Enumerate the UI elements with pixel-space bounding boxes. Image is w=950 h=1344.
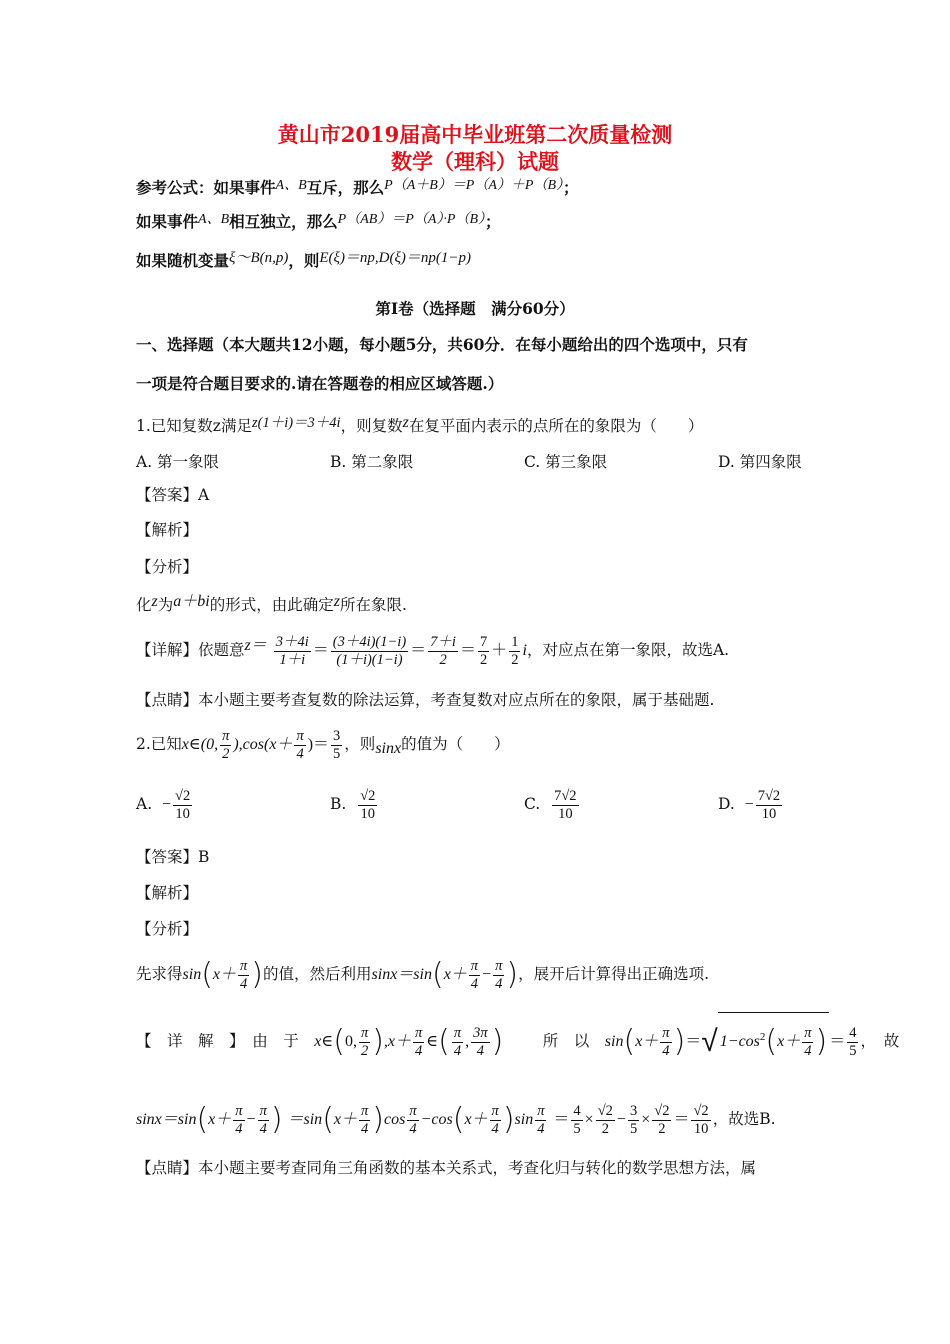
- q1-option-d: D. 第四象限: [718, 453, 802, 471]
- q2-detail-line1: 【 详 解 】 由 于 x∈(0, $\frac{\pi}{2}$ ),x＋ $\frac{\pi}{4}$ ∈( $\frac{\pi}{4}$ , $\frac{3\pi}{4}$ ) 所 以 sin(x＋ $\frac{\pi}{4}$ )＝√ $1-\cos^2(x+$ $\frac{\pi}{4}$ ) ＝ $\frac{4}{5}$ ， 故: [136, 1012, 899, 1066]
- q1-option-c: C. 第三象限: [524, 453, 608, 471]
- q1-answer: 【答案】A: [136, 486, 210, 504]
- q2-option-d: D. − $\frac{7√2}{10}$: [718, 787, 781, 822]
- q1-stem: 1.已知复数z满足z(1＋i)＝3＋4i，则复数z在复平面内表示的点所在的象限为（ ）: [136, 414, 704, 435]
- document-title: 黄山市2019届高中毕业班第二次质量检测: [277, 122, 673, 147]
- section-intro-line2: 一项是符合题目要求的.请在答题卷的相应区域答题.）: [136, 374, 504, 393]
- q1-fenxi: 【分析】: [136, 558, 199, 576]
- q1-frac-3: $\frac{7+i}{2}$: [430, 633, 456, 668]
- q1-comment: 【点睛】本小题主要考查复数的除法运算，考查复数对应点所在的象限，属于基础题.: [136, 691, 715, 709]
- q2-option-c: C. $\frac{7√2}{10}$: [524, 787, 577, 822]
- formula-line-exclusive: 参考公式：如果事件A、B互斥，那么P（A＋B）＝P（A）＋P（B）；: [136, 178, 579, 197]
- q1-analysis: 化z为a＋bi的形式，由此确定z所在象限.: [136, 593, 407, 614]
- q1-frac-5: $\frac{1}{2}$: [511, 633, 519, 668]
- q2-option-a: A. − $\frac{√2}{10}$: [136, 787, 191, 822]
- q1-jiexi: 【解析】: [136, 521, 199, 539]
- q2-detail-line2: sinx＝sin(x＋ $\frac{\pi}{4}$ − $\frac{\pi}{4}$ ) ＝sin(x＋ $\frac{\pi}{4}$ )cos $\frac{\pi}{4}$ −cos(x＋ $\frac{\pi}{4}$ )sin $\frac{\pi}{4}$ ＝ $\frac{4}{5}$ × $\frac{√2}{2}$ − $\frac{3}{5}$ × $\frac{√2}{2}$ ＝ $\frac{√2}{10}$ ，故选B.: [136, 1102, 776, 1137]
- q2-fenxi: 【分析】: [136, 920, 199, 938]
- formula-line-binomial: 如果随机变量ξ～B(n,p)，则E(ξ)＝np,D(ξ)＝np(1−p): [136, 250, 472, 270]
- q2-jiexi: 【解析】: [136, 884, 199, 902]
- q1-option-b: B. 第二象限: [330, 453, 414, 471]
- q2-stem: 2.已知x∈(0, $\frac{\pi}{2}$ ),cos(x＋ $\frac{\pi}{4}$ )＝ $\frac{3}{5}$ ，则sinx的值为（ ）: [136, 727, 510, 762]
- formula-line-independent: 如果事件A、B相互独立，那么P（AB）＝P（A）·P（B）；: [136, 212, 501, 231]
- q1-frac-2: $\frac{(3+4i)(1-i)}{(1+i)(1-i)}$: [332, 633, 407, 668]
- q2-comment: 【点睛】本小题主要考查同角三角函数的基本关系式，考查化归与转化的数学思想方法，属: [136, 1159, 757, 1177]
- q1-frac-4: $\frac{7}{2}$: [479, 633, 488, 668]
- q2-analysis: 先求得sin(x＋ $\frac{\pi}{4}$ )的值，然后利用sinx＝sin(x＋ $\frac{\pi}{4}$ − $\frac{\pi}{4}$ )，展开后计算得出正确选项.: [136, 957, 710, 992]
- q2-option-b: B. $\frac{√2}{10}$: [330, 787, 376, 822]
- q2-answer: 【答案】B: [136, 848, 210, 866]
- section-heading: 第Ⅰ卷（选择题 满分60分）: [375, 299, 575, 318]
- q1-detail: 【详解】依题意z＝ $\frac{3+4i}{1+i}$ ＝ $\frac{(3+4i)(1-i)}{(1+i)(1-i)}$ ＝ $\frac{7+i}{2}$ ＝ $\frac{7}{2}$ ＋ $\frac{1}{2}$ i，对应点在第一象限，故选A.: [136, 633, 730, 668]
- document-subtitle: 数学（理科）试题: [391, 149, 559, 174]
- q1-option-a: A. 第一象限: [136, 453, 220, 471]
- section-intro-line1: 一、选择题（本大题共12小题，每小题5分，共60分．在每小题给出的四个选项中，只有: [136, 335, 748, 354]
- q1-frac-1: $\frac{3+4i}{1+i}$: [275, 633, 309, 668]
